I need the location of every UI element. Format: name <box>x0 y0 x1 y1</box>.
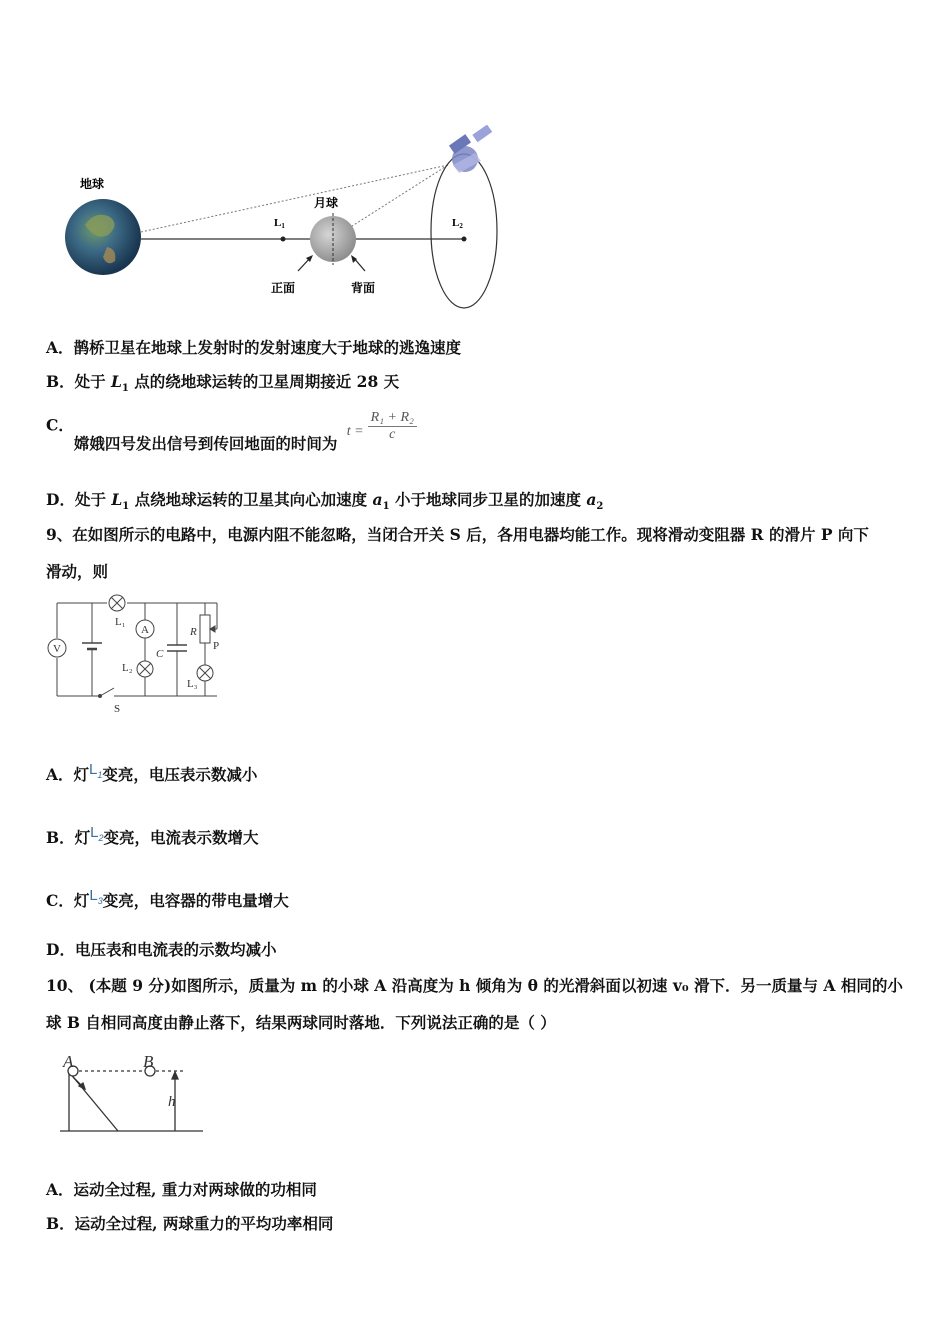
var-l: L <box>111 372 122 391</box>
var-sub: 1 <box>121 383 129 395</box>
slope-diagram <box>55 1050 205 1135</box>
lamp-symbol: $L_2$ <box>90 824 104 843</box>
earth-moon-figure <box>55 125 515 315</box>
front-label: 正面 <box>271 281 296 295</box>
option-text: 运动全过程, 重力对两球做的功相同 <box>73 1180 317 1199</box>
q9-stem-line1: 9、在如图所示的电路中，电源内阻不能忽略，当闭合开关 S 后，各用电器均能工作。现将滑动变阻器 R 的滑片 P 向下 <box>46 525 869 544</box>
var-l: L <box>111 490 123 509</box>
option-text: 点的绕地球运转的卫星周期接近 28 天 <box>128 372 400 391</box>
lamp-symbol: $L_1$ <box>89 761 103 780</box>
var-a1: a <box>372 490 383 509</box>
slope-figure <box>55 1050 205 1135</box>
q8-option-a[interactable] <box>46 336 461 358</box>
option-text: 灯 <box>73 765 90 784</box>
lamp-l2-label: L₂ <box>122 662 133 674</box>
option-text: 变亮，电流表示数增大 <box>103 828 259 847</box>
lamp-l1-label: L₁ <box>115 616 126 628</box>
q10-stem-line1: 10、 (本题 9 分)如图所示，质量为 m 的小球 A 沿高度为 h 倾角为 θ 的光滑斜面以初速 v₀ 滑下．另一质量与 A 相同的小 <box>46 976 903 995</box>
q9-option-d[interactable] <box>46 938 276 960</box>
ball-b-label: B <box>143 1052 154 1071</box>
q10-stem-line2: 球 B 自相同高度由静止落下，结果两球同时落地．下列说法正确的是（ ） <box>46 1013 556 1032</box>
rheostat-label: R <box>190 626 197 638</box>
option-key: A． <box>46 765 74 784</box>
switch-icon <box>100 688 114 696</box>
ammeter-label: A <box>141 624 149 636</box>
lamp-l3-label: L₃ <box>187 678 198 690</box>
earth-icon <box>65 199 141 275</box>
q10-option-b[interactable] <box>46 1212 333 1234</box>
option-text: 嫦娥四号发出信号到传回地面的时间为 <box>73 433 338 453</box>
var-sub: 1 <box>122 501 130 513</box>
back-label: 背面 <box>351 281 376 295</box>
option-text: 运动全过程, 两球重力的平均功率相同 <box>74 1214 334 1233</box>
l2-point <box>462 237 467 242</box>
moon-label: 月球 <box>314 196 339 210</box>
l2-label: L2 <box>452 217 463 230</box>
option-text: 处于 <box>74 490 112 509</box>
circuit-diagram <box>42 593 232 718</box>
fraction-numerator: R₁ + R₂ <box>368 410 417 427</box>
q8-option-b[interactable] <box>46 370 399 394</box>
option-key: A． <box>46 338 74 357</box>
lamp-symbol: $L_3$ <box>89 887 103 906</box>
var-sub: 2 <box>596 501 604 513</box>
q9-option-b[interactable] <box>46 826 259 849</box>
var-sub: 1 <box>382 501 390 513</box>
voltmeter-label: V <box>53 643 61 655</box>
fraction-denominator: c <box>389 427 396 442</box>
rheostat-icon <box>200 615 210 643</box>
option-key: B． <box>46 828 75 847</box>
q8-option-d[interactable] <box>46 488 603 512</box>
option-key: B． <box>46 1214 75 1233</box>
halo-orbit <box>431 154 497 308</box>
option-key: A． <box>46 1180 74 1199</box>
satellite-icon <box>449 125 492 173</box>
switch-label: S <box>114 703 121 715</box>
option-text: 变亮，电容器的带电量增大 <box>102 891 289 910</box>
option-text: 灯 <box>74 828 91 847</box>
formula-fraction <box>368 410 417 443</box>
ball-a-label: A <box>63 1052 74 1071</box>
circuit-figure <box>42 593 232 718</box>
option-text: 变亮，电压表示数减小 <box>102 765 258 784</box>
option-text: 鹊桥卫星在地球上发射时的发射速度大于地球的逃逸速度 <box>73 338 462 357</box>
option-text: 处于 <box>74 372 112 391</box>
slider-label: P <box>213 640 220 652</box>
earth-moon-diagram <box>55 125 515 315</box>
q9-stem-line2: 滑动，则 <box>46 562 109 581</box>
option-key: C． <box>46 415 74 435</box>
option-key: D． <box>46 490 75 509</box>
q10-option-a[interactable] <box>46 1178 317 1200</box>
capacitor-label: C <box>156 648 164 660</box>
option-key: B． <box>46 372 75 391</box>
option-text: 电压表和电流表的示数均减小 <box>74 940 277 959</box>
height-label: h <box>168 1094 176 1110</box>
option-text: 小于地球同步卫星的加速度 <box>389 490 587 509</box>
option-text: 点绕地球运转的卫星其向心加速度 <box>129 490 373 509</box>
q9-option-a[interactable] <box>46 763 257 786</box>
earth-label: 地球 <box>80 177 105 191</box>
q9-option-c[interactable] <box>46 889 289 912</box>
q8-option-c[interactable] <box>46 410 417 453</box>
option-key: D． <box>46 940 75 959</box>
formula-t: t = <box>346 423 364 439</box>
l1-point <box>281 237 286 242</box>
option-text: 灯 <box>73 891 90 910</box>
var-a2: a <box>586 490 597 509</box>
l1-label: L1 <box>274 217 285 230</box>
option-key: C． <box>46 891 74 910</box>
